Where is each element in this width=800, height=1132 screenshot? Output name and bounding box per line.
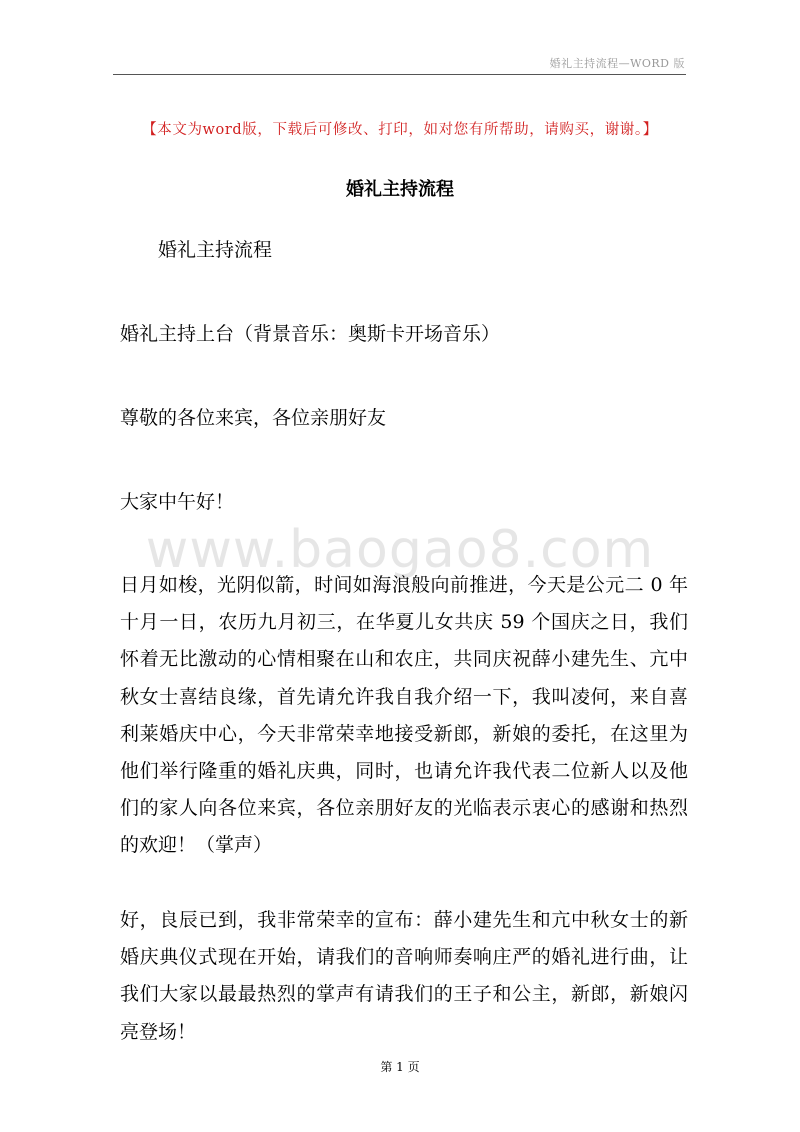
page-number: 第 1 页 <box>380 1060 420 1074</box>
header-text: 婚礼主持流程—WORD 版 <box>549 57 685 70</box>
paragraph-subtitle: 婚礼主持流程 <box>158 239 273 261</box>
paragraph-greeting: 尊敬的各位来宾，各位亲朋好友 <box>120 407 387 429</box>
paragraph-ceremony-start: 好，良辰已到，我非常荣幸的宣布：薛小建先生和亢中秋女士的新婚庆典仪式现在开始，请我们的音响师奏响庄严的婚礼进行曲，让我们大家以最最热烈的掌声有请我们的王子和公主，新郎，新娘闪亮登场！ <box>120 909 688 1043</box>
download-notice: 【本文为word版，下载后可修改、打印，如对您有所帮助，请购买，谢谢。】 <box>142 122 658 138</box>
watermark: www.baogao8.com <box>145 520 655 580</box>
paragraph-opening-speech: 日月如梭，光阴似箭，时间如海浪般向前推进，今天是公元二 0 年十月一日，农历九月初三，在华夏儿女共庆 59 个国庆之日，我们怀着无比激动的心情相聚在山和农庄，共同庆祝薛小建先生、亢中秋女士喜结良缘，首先请允许我自我介绍一下，我叫凌何，来自喜利莱婚庆中心，今天非常荣幸地接受新郎，新娘的委托，在这里为他们举行隆重的婚礼庆典，同时，也请允许我代表二位新人以及他们的家人向各位来宾，各位亲朋好友的光临表示衷心的感谢和热烈的欢迎！（掌声） <box>120 574 688 857</box>
paragraph-good-noon: 大家中午好！ <box>120 491 235 513</box>
paragraph-host-entrance: 婚礼主持上台（背景音乐：奥斯卡开场音乐） <box>120 323 501 345</box>
document-title: 婚礼主持流程 <box>346 179 454 200</box>
header-divider <box>113 74 686 75</box>
